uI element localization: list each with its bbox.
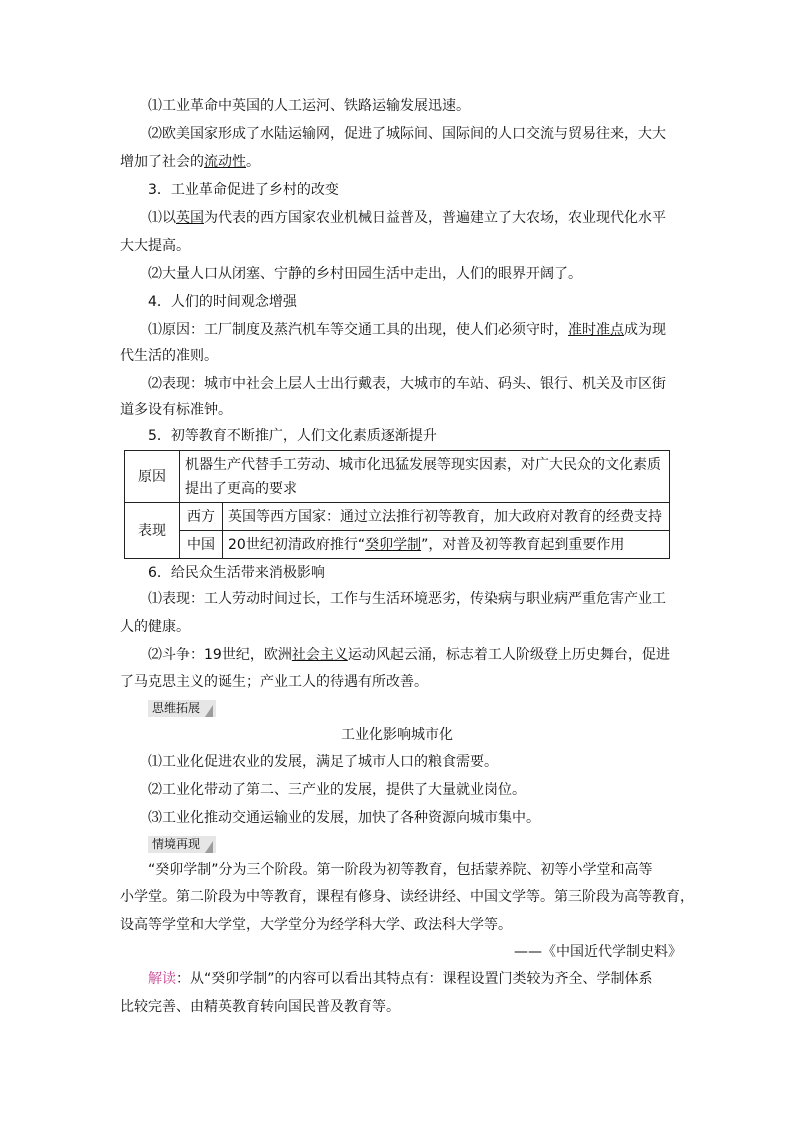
paragraph: 增加了社会的流动性。 [120,154,260,170]
section-heading: 3．工业革命促进了乡村的改变 [148,182,339,198]
underlined-term: 流动性 [204,154,246,170]
table-cell-reason: 机器生产代替手工劳动、城市化迅猛发展等现实因素，对广大民众的文化素质 提出了更高的要求 [180,451,670,503]
underlined-term: 准时准点 [568,322,624,338]
box-title: 工业化影响城市化 [341,727,453,743]
paragraph: ⑴原因：工厂制度及蒸汽机车等交通工具的出现，使人们必须守时，准时准点成为现 [148,322,666,338]
interpretation-label: 解读 [148,971,176,987]
paragraph: 道多设有标准钟。 [120,402,232,418]
paragraph: ⑶工业化推动交通运输业的发展，加快了各种资源向城市集中。 [148,810,540,826]
paragraph: 小学堂。第二阶段为中等教育，课程有修身、读经讲经、中国文学等。第三阶段为高等教育， [120,889,694,905]
table-label-west: 西方 [180,503,223,531]
paragraph: ⑴工业化促进农业的发展，满足了城市人口的粮食需要。 [148,754,498,770]
paragraph: 代生活的准则。 [120,348,218,364]
paragraph: ⑴表现：工人劳动时间过长，工作与生活环境恶劣，传染病与职业病严重危害产业工 [148,591,666,607]
section-heading: 6．给民众生活带来消极影响 [148,565,325,581]
table-cell-china: 20世纪初清政府推行“癸卯学制”，对普及初等教育起到重要作用 [223,531,670,559]
source-citation: ——《中国近代学制史料》 [514,944,682,960]
underlined-term: 癸卯学制 [365,536,422,553]
paragraph: 大大提高。 [120,238,190,254]
paragraph: ⑵欧美国家形成了水陆运输网，促进了城际间、国际间的人口交流与贸易往来，大大 [148,126,666,142]
scene-replay-tag: 情境再现 [148,836,216,853]
table-label-performance: 表现 [125,503,180,559]
paragraph: ⑵工业化带动了第二、三产业的发展，提供了大量就业岗位。 [148,782,526,798]
underlined-term: 社会主义 [291,647,348,663]
underlined-term: 英国 [176,210,204,226]
paragraph: ⑴以英国为代表的西方国家农业机械日益普及，普遍建立了大农场，农业现代化水平 [148,210,666,226]
thinking-expand-tag: 思维拓展 [148,700,216,717]
paragraph: 了马克思主义的诞生；产业工人的待遇有所改善。 [120,674,428,690]
paragraph: 设高等学堂和大学堂，大学堂分为经学科大学、政法科大学等。 [120,917,512,933]
paragraph: 解读：从“癸卯学制”的内容可以看出其特点有：课程设置门类较为齐全、学制体系 [148,971,653,987]
paragraph: “癸卯学制”分为三个阶段。第一阶段为初等教育，包括蒙养院、初等小学堂和高等 [148,862,653,878]
paragraph: ⑵大量人口从闭塞、宁静的乡村田园生活中走出，人们的眼界开阔了。 [148,266,582,282]
paragraph: ⑴工业革命中英国的人工运河、铁路运输发展迅速。 [148,98,470,114]
table-label-china: 中国 [180,531,223,559]
table-label-reason: 原因 [125,451,180,503]
section-heading: 4．人们的时间观念增强 [148,294,297,310]
paragraph: ⑵斗争：19世纪，欧洲社会主义运动风起云涌，标志着工人阶级登上历史舞台，促进 [148,647,670,663]
paragraph: 比较完善、由精英教育转向国民普及教育等。 [120,999,400,1015]
section-heading: 5．初等教育不断推广，人们文化素质逐渐提升 [148,428,437,444]
paragraph: 人的健康。 [120,619,190,635]
paragraph: ⑵表现：城市中社会上层人士出行戴表，大城市的车站、码头、银行、机关及市区街 [148,376,666,392]
education-table [124,450,670,559]
table-cell-west: 英国等西方国家：通过立法推行初等教育，加大政府对教育的经费支持 [223,503,670,531]
